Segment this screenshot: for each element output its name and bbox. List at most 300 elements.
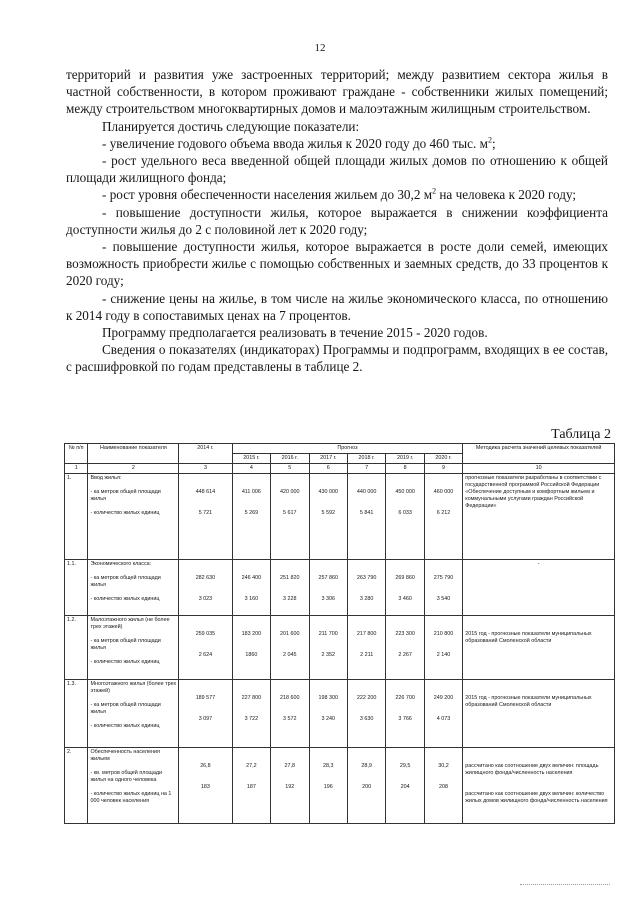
spacer (235, 624, 268, 631)
spacer (181, 589, 229, 596)
column-number: 4 (232, 464, 270, 474)
row-name-cell (88, 474, 179, 560)
value-cell (424, 748, 462, 824)
spacer (235, 688, 268, 695)
row-name-cell (88, 748, 179, 824)
row-title: Малоэтажного жилья (не более трех этажей) (90, 617, 170, 630)
value-cell (309, 680, 347, 748)
value: 204 (400, 784, 410, 790)
value: 28,3 (322, 763, 334, 769)
spacer (388, 777, 421, 784)
method-cell (463, 616, 615, 680)
spacer (350, 645, 383, 652)
value-cell (386, 748, 424, 824)
spacer (350, 617, 383, 624)
row-title: Ввод жилья: (90, 475, 122, 481)
spacer (388, 702, 421, 709)
spacer (273, 503, 306, 510)
spacer (388, 503, 421, 510)
spacer (388, 688, 421, 695)
value: 269 860 (395, 575, 415, 581)
spacer (312, 475, 345, 482)
header-num: № п/п (65, 444, 88, 464)
spacer (427, 624, 460, 631)
value-cell (179, 474, 232, 560)
value-cell (271, 560, 309, 616)
spacer (181, 617, 229, 624)
spacer (273, 645, 306, 652)
spacer (273, 582, 306, 589)
value: 430 000 (318, 489, 338, 495)
spacer (427, 561, 460, 568)
spacer (388, 589, 421, 596)
value: 3 240 (321, 716, 335, 722)
row-sub-label: - кв. метров общей площади жилья на одного человека (90, 770, 163, 783)
spacer (350, 561, 383, 568)
value: 5 592 (321, 510, 335, 516)
spacer (90, 763, 176, 770)
spacer (235, 561, 268, 568)
value-cell (347, 748, 385, 824)
value: 183 (200, 784, 210, 790)
value-cell (424, 474, 462, 560)
paragraph: - рост удельного веса введенной общей площади жилых домов по отношению к общей площади жилищного фонда; (66, 153, 608, 186)
value: 27,8 (284, 763, 296, 769)
spacer (273, 589, 306, 596)
spacer (350, 568, 383, 575)
spacer (427, 475, 460, 482)
value-cell (179, 560, 232, 616)
spacer (388, 561, 421, 568)
spacer (312, 496, 345, 503)
column-number: 2 (88, 464, 179, 474)
value: 448 614 (195, 489, 216, 495)
value-cell (386, 680, 424, 748)
spacer (465, 688, 612, 695)
value: 3 540 (436, 596, 451, 602)
value-cell (179, 680, 232, 748)
value: 3 160 (244, 596, 259, 602)
spacer (235, 475, 268, 482)
spacer (235, 770, 268, 777)
spacer (181, 756, 229, 763)
spacer (388, 756, 421, 763)
spacer (235, 503, 268, 510)
paragraph: Сведения о показателях (индикаторах) Программы и подпрограмм, входящих в ее состав, с расшифровкой по годам представлены в таблице 2. (66, 342, 608, 375)
value-cell (271, 748, 309, 824)
spacer (273, 496, 306, 503)
spacer (273, 756, 306, 763)
spacer (312, 770, 345, 777)
row-number: 1. (65, 474, 88, 560)
value-cell (232, 474, 270, 560)
value: 6 033 (398, 510, 412, 516)
spacer (90, 695, 176, 702)
header-year: 2019 г. (386, 454, 424, 464)
spacer (181, 582, 229, 589)
spacer (388, 638, 421, 645)
value-cell (271, 616, 309, 680)
value-cell (424, 560, 462, 616)
value-cell (232, 560, 270, 616)
value-cell (232, 680, 270, 748)
method-cell (463, 748, 615, 824)
table-caption: Таблица 2 (551, 427, 611, 442)
method-cell (463, 560, 615, 616)
spacer (427, 589, 460, 596)
spacer (388, 624, 421, 631)
spacer (350, 777, 383, 784)
table-row (65, 616, 615, 680)
spacer (90, 631, 176, 638)
spacer (465, 777, 612, 784)
value: 26,8 (200, 763, 211, 769)
value: 3 023 (198, 596, 213, 602)
spacer (427, 681, 460, 688)
indicators-table (64, 443, 615, 824)
column-number: 10 (463, 464, 615, 474)
row-sub-label: - количество жилых единиц (90, 723, 160, 729)
spacer (273, 709, 306, 716)
value: 183 200 (241, 631, 262, 637)
value-cell (309, 560, 347, 616)
paragraph-text: на человека к 2020 году; (436, 187, 577, 203)
value: 411 006 (241, 489, 261, 495)
paragraph: - повышение доступности жилья, которое выражается в росте доли семей, имеющих возможность приобрести жилье с помощью собственных и заемных средств, до 33 процентов к 2020 году; (66, 239, 608, 289)
scan-mark (520, 884, 610, 886)
method-text: 2015 год - прогнозные показатели муниципальных образований Смоленской области (465, 631, 592, 644)
spacer (350, 624, 383, 631)
value-cell (232, 616, 270, 680)
spacer (181, 681, 229, 688)
row-name-cell (88, 680, 179, 748)
spacer (312, 777, 345, 784)
spacer (465, 756, 612, 763)
spacer (181, 709, 229, 716)
spacer (350, 702, 383, 709)
spacer (312, 688, 345, 695)
method-text: 2015 год - прогнозные показатели муниципальных образований Смоленской области (465, 695, 592, 708)
spacer (90, 568, 176, 575)
spacer (181, 568, 229, 575)
header-forecast: Прогноз (232, 444, 463, 454)
value: 192 (285, 784, 295, 790)
column-number: 3 (179, 464, 232, 474)
spacer (350, 496, 383, 503)
method-cell (463, 680, 615, 748)
value: 211 700 (318, 631, 338, 637)
spacer (388, 496, 421, 503)
value: 189 577 (195, 695, 216, 701)
value: 2 352 (321, 652, 335, 658)
spacer (273, 624, 306, 631)
column-number: 5 (271, 464, 309, 474)
value: 3 306 (321, 596, 335, 602)
spacer (388, 770, 421, 777)
value: 3 766 (398, 716, 412, 722)
spacer (273, 702, 306, 709)
value: 1860 (245, 652, 258, 658)
spacer (90, 652, 176, 659)
value: 3 722 (244, 716, 259, 722)
spacer (350, 770, 383, 777)
value: 440 000 (356, 489, 377, 495)
spacer (350, 749, 383, 756)
value: 187 (246, 784, 256, 790)
paragraph (66, 186, 608, 203)
value: 2 624 (198, 652, 213, 658)
spacer (273, 475, 306, 482)
value-cell (271, 474, 309, 560)
paragraph: территорий и развития уже застроенных территорий; между развитием сектора жилья в частной собственности, в котором проживают граждане - собственники жилых помещений; между строительством многоквартирных домов и малоэтажным жилищным строительством. (66, 67, 608, 117)
value-cell (232, 748, 270, 824)
value: 3 228 (283, 596, 297, 602)
spacer (235, 496, 268, 503)
method-cell (463, 474, 615, 560)
value: 2 267 (398, 652, 412, 658)
spacer (90, 716, 176, 723)
punctuation: ; (491, 135, 496, 151)
column-number: 9 (424, 464, 462, 474)
spacer (350, 688, 383, 695)
spacer (312, 617, 345, 624)
method-text: прогнозные показатели разработаны в соответствии с государственной программой Российской Федерации «Обеспечение доступным и комфортным жильем и коммунальными услугами граждан Российской Федерации» (465, 475, 602, 509)
value-cell (386, 560, 424, 616)
spacer (312, 568, 345, 575)
value: 5 617 (283, 510, 297, 516)
spacer (427, 568, 460, 575)
value: 200 (362, 784, 372, 790)
value: 27,2 (246, 763, 257, 769)
row-sub-label: - количество жилых единиц на 1 000 человек населения (90, 791, 172, 804)
column-number: 1 (65, 464, 88, 474)
spacer (350, 475, 383, 482)
spacer (388, 475, 421, 482)
value: 208 (439, 784, 449, 790)
header-year: 2017 г. (309, 454, 347, 464)
table-row (65, 748, 615, 824)
spacer (273, 482, 306, 489)
spacer (181, 475, 229, 482)
value-cell (424, 616, 462, 680)
spacer (312, 561, 345, 568)
superscript: 2 (487, 135, 492, 145)
spacer (427, 770, 460, 777)
value: 30,2 (438, 763, 449, 769)
value: 218 600 (280, 695, 300, 701)
spacer (235, 777, 268, 784)
spacer (427, 617, 460, 624)
spacer (181, 482, 229, 489)
spacer (388, 482, 421, 489)
spacer (181, 770, 229, 777)
value: 3 572 (283, 716, 297, 722)
value: 263 790 (356, 575, 377, 581)
row-sub-label: - ка метров общей площади жилья (90, 702, 161, 715)
row-name-cell (88, 616, 179, 680)
value: 420 000 (280, 489, 300, 495)
spacer (350, 638, 383, 645)
row-sub-label: - ка метров общей площади жилья (90, 638, 161, 651)
spacer (388, 617, 421, 624)
spacer (350, 482, 383, 489)
spacer (235, 645, 268, 652)
value: 259 035 (195, 631, 216, 637)
value: 6 212 (436, 510, 451, 516)
spacer (181, 638, 229, 645)
value: 5 721 (198, 510, 213, 516)
spacer (350, 582, 383, 589)
spacer (350, 756, 383, 763)
spacer (465, 617, 612, 624)
row-title: Обеспеченность населения жильем (90, 749, 160, 762)
value: 223 300 (395, 631, 415, 637)
spacer (90, 784, 176, 791)
header-year: 2015 г. (232, 454, 270, 464)
spacer (427, 777, 460, 784)
spacer (427, 496, 460, 503)
spacer (273, 770, 306, 777)
method-text: рассчитано как соотношение двух величин: количество жилых домов жилищного фонда/численность населения (465, 791, 608, 804)
value: 246 400 (241, 575, 262, 581)
header-base-year: 2014 г. (179, 444, 232, 464)
header-year: 2020 г. (424, 454, 462, 464)
value: 251 820 (280, 575, 300, 581)
spacer (312, 709, 345, 716)
spacer (235, 568, 268, 575)
spacer (350, 503, 383, 510)
row-number: 1.2. (65, 616, 88, 680)
row-name-cell (88, 560, 179, 616)
row-number: 1.1. (65, 560, 88, 616)
spacer (181, 645, 229, 652)
value-cell (347, 560, 385, 616)
spacer (273, 681, 306, 688)
spacer (312, 624, 345, 631)
value: 450 000 (395, 489, 415, 495)
spacer (427, 638, 460, 645)
table-row (65, 560, 615, 616)
spacer (181, 503, 229, 510)
value: 3 460 (398, 596, 412, 602)
spacer (273, 749, 306, 756)
paragraph (66, 135, 608, 152)
spacer (273, 777, 306, 784)
value: 3 630 (359, 716, 374, 722)
spacer (427, 702, 460, 709)
spacer (181, 777, 229, 784)
value: 249 200 (433, 695, 454, 701)
spacer (388, 645, 421, 652)
value: 2 211 (360, 652, 374, 658)
value-cell (347, 680, 385, 748)
spacer (388, 681, 421, 688)
row-sub-label: - количество жилых единиц (90, 596, 160, 602)
value: 282 630 (195, 575, 216, 581)
value: 217 800 (356, 631, 377, 637)
spacer (181, 561, 229, 568)
value: 460 000 (433, 489, 454, 495)
spacer (427, 709, 460, 716)
paragraph: Планируется достичь следующие показатели: (102, 118, 360, 134)
value-cell (347, 616, 385, 680)
spacer (90, 482, 176, 489)
spacer (235, 709, 268, 716)
spacer (181, 702, 229, 709)
spacer (350, 709, 383, 716)
value: 222 200 (356, 695, 377, 701)
spacer (273, 638, 306, 645)
value-cell (179, 616, 232, 680)
spacer (312, 702, 345, 709)
spacer (273, 617, 306, 624)
value: 226 700 (395, 695, 415, 701)
paragraph: - повышение доступности жилья, которое выражается в снижении коэффициента доступности жилья до 2 с половиной лет к 2020 году; (66, 204, 608, 237)
spacer (235, 638, 268, 645)
value: 29,5 (399, 763, 411, 769)
spacer (273, 688, 306, 695)
spacer (388, 568, 421, 575)
value: 227 800 (241, 695, 262, 701)
paragraph: - снижение цены на жилье, в том числе на жилье экономического класса, по отношению к 2014 году в сопоставимых ценах на 7 процентов. (66, 290, 608, 323)
header-method: Методика расчета значений целевых показателей (463, 444, 615, 464)
superscript: 2 (432, 187, 437, 197)
spacer (90, 589, 176, 596)
header-year: 2016 г. (271, 454, 309, 464)
spacer (235, 702, 268, 709)
spacer (273, 568, 306, 575)
method-text: рассчитано как соотношение двух величин: площадь жилищного фонда/численность населения (465, 763, 599, 776)
table-row (65, 474, 615, 560)
spacer (90, 503, 176, 510)
spacer (465, 749, 612, 756)
spacer (312, 681, 345, 688)
spacer (235, 756, 268, 763)
value-cell (386, 474, 424, 560)
value: 3 097 (198, 716, 213, 722)
table-row (65, 680, 615, 748)
spacer (181, 624, 229, 631)
spacer (312, 582, 345, 589)
paragraph-text: - увеличение годового объема ввода жилья к 2020 году до 460 тыс. м (102, 135, 488, 151)
spacer (312, 589, 345, 596)
body-text (66, 66, 608, 376)
spacer (181, 688, 229, 695)
spacer (465, 681, 612, 688)
spacer (273, 561, 306, 568)
value-cell (347, 474, 385, 560)
spacer (181, 749, 229, 756)
spacer (427, 749, 460, 756)
paragraph: Программу предполагается реализовать в течение 2015 - 2020 годов. (102, 325, 488, 341)
header-name: Наименование показателя (88, 444, 179, 464)
value-cell (309, 616, 347, 680)
value: 210 800 (433, 631, 454, 637)
value: 4 073 (436, 716, 451, 722)
value: 196 (323, 784, 333, 790)
spacer (427, 645, 460, 652)
value-cell (179, 748, 232, 824)
value-cell (309, 474, 347, 560)
spacer (427, 582, 460, 589)
row-number: 2. (65, 748, 88, 824)
column-number: 6 (309, 464, 347, 474)
value: 2 140 (436, 652, 451, 658)
spacer (388, 582, 421, 589)
spacer (235, 589, 268, 596)
value: 3 280 (359, 596, 374, 602)
spacer (235, 749, 268, 756)
